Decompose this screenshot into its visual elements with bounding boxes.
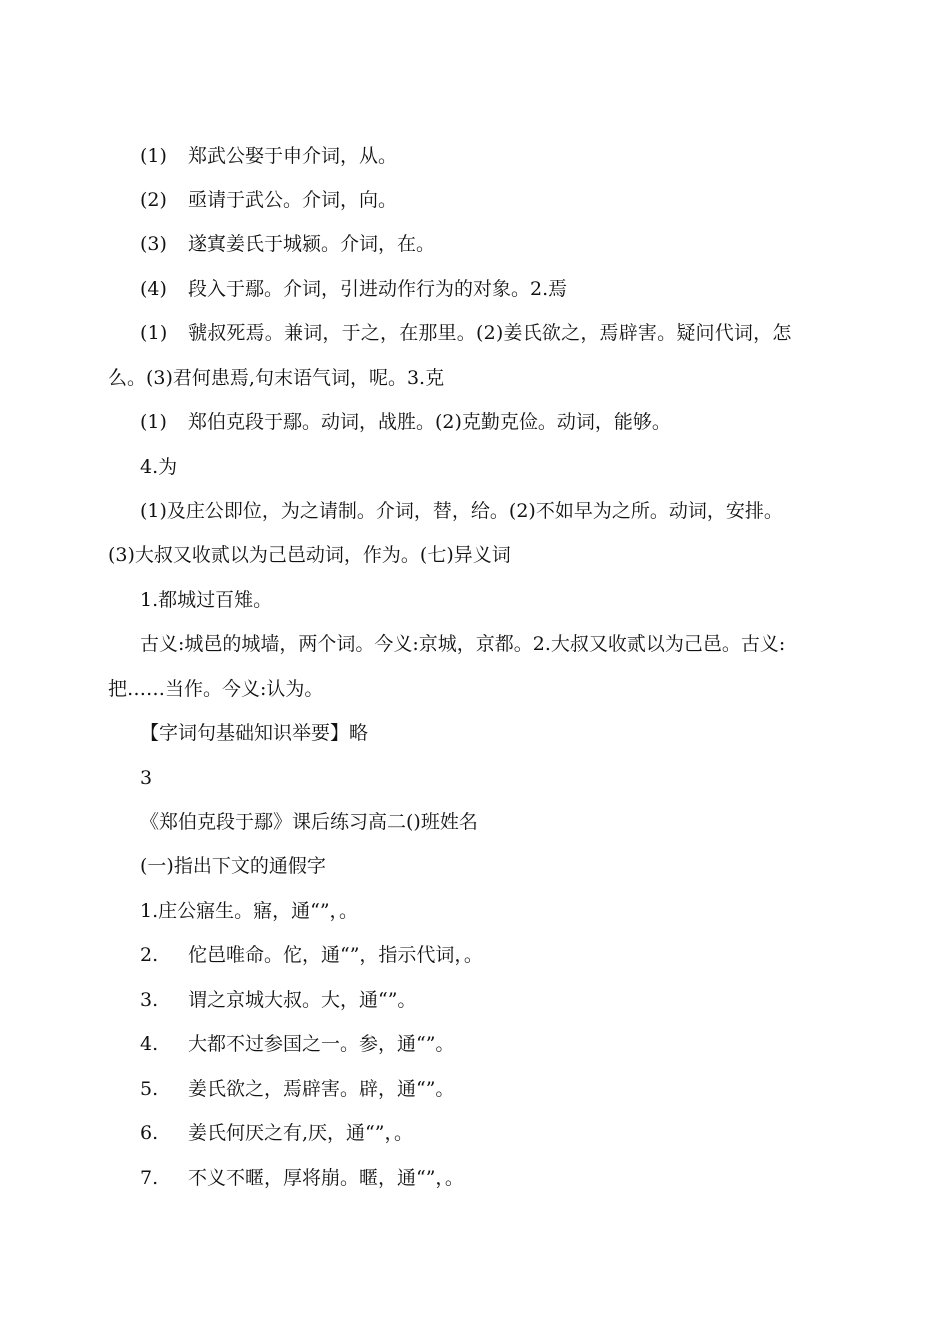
para-line-10: [108, 543, 511, 567]
item-text: 不义不暱，厚将崩。暱，通“”，。: [188, 1167, 464, 1189]
exercise-title: [140, 810, 478, 834]
item-number: 3.: [140, 989, 159, 1011]
item-number: (1): [140, 322, 168, 344]
item-text: 4.为: [140, 456, 178, 478]
para-line-5: [140, 321, 792, 345]
item-text: 3: [140, 767, 153, 789]
para-line-1: [140, 144, 397, 168]
para-line-6: [108, 366, 444, 390]
item-text: 亟请于武公。介词，向。: [188, 189, 398, 211]
item-number: (3): [140, 233, 167, 255]
para-line-7: [140, 410, 671, 434]
item-text: 郑伯克段于鄢。动词，战胜。(2)克勤克俭。动词，能够。: [188, 411, 671, 433]
exercise-item-2: [140, 943, 483, 967]
para-line-3: [140, 232, 435, 256]
item-number: 2.: [140, 944, 159, 966]
item-text: 1.庄公寤生。寤，通“”，。: [140, 900, 359, 922]
section-heading: [140, 854, 326, 878]
exercise-item-4: [140, 1032, 454, 1056]
para-line-14: [140, 721, 368, 745]
item-number: 7.: [140, 1167, 159, 1189]
page-number: [140, 766, 152, 790]
item-text: 虢叔死焉。兼词，于之，在那里。(2)姜氏欲之，焉辟害。疑问代词，怎: [188, 322, 792, 344]
item-number: (1): [140, 411, 167, 433]
item-text: 大都不过参国之一。参，通“”。: [188, 1033, 455, 1055]
para-line-2: [140, 188, 397, 212]
exercise-item-1: [140, 899, 358, 923]
item-text: 【字词句基础知识举要】略: [140, 722, 369, 744]
para-line-12: [140, 632, 785, 656]
item-text: 《郑伯克段于鄢》课后练习高二()班姓名: [140, 811, 478, 833]
exercise-item-3: [140, 988, 416, 1012]
item-number: 4.: [140, 1033, 159, 1055]
para-line-9: [140, 499, 783, 523]
para-line-11: [140, 588, 272, 612]
item-text: 佗邑唯命。佗，通“”，指示代词，。: [188, 944, 483, 966]
item-number: (4): [140, 278, 167, 300]
item-text: (1)及庄公即位，为之请制。介词，替，给。(2)不如早为之所。动词，安排。: [140, 500, 783, 522]
item-text: (一)指出下文的通假字: [140, 855, 326, 877]
item-number: 6.: [140, 1122, 159, 1144]
item-text: 谓之京城大叔。大，通“”。: [188, 989, 417, 1011]
item-number: (1): [140, 145, 167, 167]
item-text: (3)大叔又收贰以为己邑动词，作为。(七)异义词: [108, 544, 511, 566]
exercise-item-6: [140, 1121, 413, 1145]
item-number: (2): [140, 189, 167, 211]
exercise-item-7: [140, 1166, 464, 1190]
item-text: 姜氏欲之，焉辟害。辟，通“”。: [188, 1078, 455, 1100]
item-text: 把……当作。今义:认为。: [108, 678, 324, 700]
para-line-4: [140, 277, 567, 301]
item-text: 段入于鄢。介词，引进动作行为的对象。2.焉: [188, 278, 568, 300]
item-number: 5.: [140, 1078, 159, 1100]
exercise-item-5: [140, 1077, 454, 1101]
item-text: 姜氏何厌之有,厌，通“”，。: [188, 1122, 413, 1144]
para-line-13: [108, 677, 323, 701]
item-text: 郑武公娶于申介词，从。: [188, 145, 398, 167]
item-text: 古义:城邑的城墙，两个词。今义:京城，京都。2.大叔又收贰以为己邑。古义:: [140, 633, 786, 655]
para-line-8: [140, 455, 177, 479]
item-text: 1.都城过百雉。: [140, 589, 273, 611]
item-text: 么。(3)君何患焉,句末语气词，呢。3.克: [108, 367, 445, 389]
item-text: 遂寘姜氏于城颍。介词，在。: [188, 233, 436, 255]
